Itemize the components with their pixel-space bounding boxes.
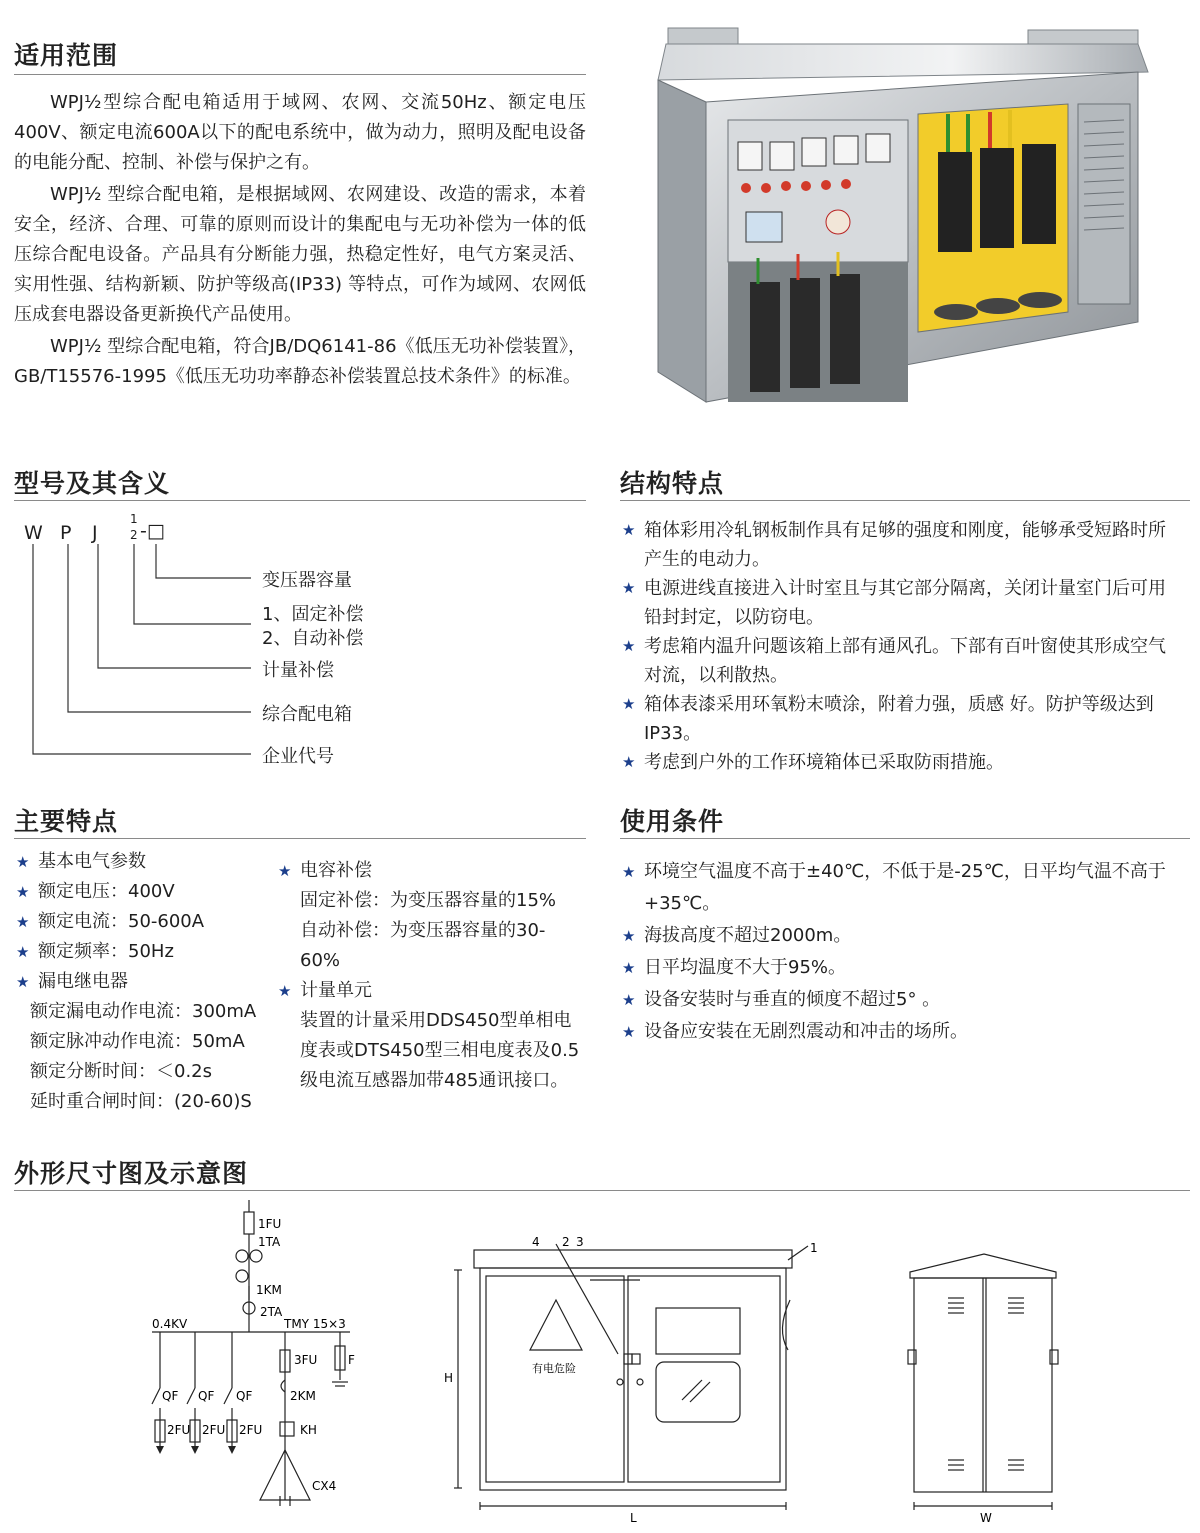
star-icon: ★ — [622, 863, 636, 881]
features-col2 — [278, 856, 582, 1096]
model-letter-p: P — [60, 522, 72, 544]
label-f: F — [348, 1353, 355, 1367]
dimension-w: W — [980, 1511, 992, 1525]
star-icon: ★ — [622, 521, 636, 539]
model-letter-j: J — [92, 522, 98, 544]
star-icon: ★ — [16, 943, 30, 961]
label-qf2: QF — [198, 1389, 215, 1403]
list-item: ★ 箱体表漆采用环氧粉末喷涂，附着力强，质感 好。防护等级达到IP33。 — [622, 690, 1170, 748]
list-item: 额定脉冲动作电流：50mA — [30, 1031, 245, 1052]
list-item: ★ 设备应安装在无剧烈震动和冲击的场所。 — [622, 1016, 1190, 1048]
scope-text — [14, 88, 586, 394]
list-item: 额定漏电动作电流：300mA — [30, 1001, 257, 1022]
label-3fu: 3FU — [294, 1353, 318, 1367]
star-icon: ★ — [622, 959, 636, 977]
scope-title: 适用范围 — [14, 41, 119, 70]
list-item: 固定补偿：为变压器容量的15% — [300, 890, 557, 911]
list-item: ★ 漏电继电器 — [16, 967, 272, 997]
front-label-3: 3 — [576, 1235, 584, 1249]
list-item: ★ 考虑到户外的工作环境箱体已采取防雨措施。 — [622, 748, 1170, 777]
star-icon: ★ — [622, 579, 636, 597]
list-item: 装置的计量采用DDS450型单相电度表或DTS450型三相电度表及0.5级电流互感器加带485通讯接口。 — [300, 1010, 580, 1091]
model-suffix: -□ — [140, 520, 165, 542]
list-item: ★ 基本电气参数 — [16, 847, 272, 877]
drawings-title: 外形尺寸图及示意图 — [14, 1159, 249, 1188]
dimension-h: H — [444, 1371, 454, 1385]
label-2km: 2KM — [290, 1389, 316, 1403]
product-photo — [638, 22, 1158, 420]
star-icon: ★ — [16, 913, 30, 931]
star-icon: ★ — [622, 991, 636, 1009]
drawings-rule — [14, 1190, 1190, 1191]
list-item: ★ 考虑箱内温升问题该箱上部有通风孔。下部有百叶窗使其形成空气对流，以利散热。 — [622, 632, 1170, 690]
star-icon: ★ — [622, 637, 636, 655]
label-kh: KH — [300, 1423, 317, 1437]
circuit-diagram — [140, 1200, 380, 1530]
label-2fu2: 2FU — [202, 1423, 226, 1437]
star-icon: ★ — [16, 883, 30, 901]
label-1ta: 1TA — [258, 1235, 281, 1249]
label-1fu: 1FU — [258, 1217, 282, 1231]
features-col1 — [16, 847, 272, 1117]
dimension-l: L — [630, 1511, 637, 1525]
list-item: ★ 设备安装时与垂直的倾度不超过5° 。 — [622, 984, 1190, 1016]
front-label-2: 2 — [562, 1235, 570, 1249]
list-item: 延时重合闸时间：(20-60)S — [30, 1091, 252, 1112]
star-icon: ★ — [16, 853, 30, 871]
structure-list — [622, 516, 1170, 777]
list-item: ★ 环境空气温度不高于±40℃，不低于是-25℃，日平均气温不高于+35℃。 — [622, 856, 1190, 920]
label-2fu1: 2FU — [167, 1423, 191, 1437]
features-rule — [14, 838, 586, 839]
scope-paragraph-3: WPJ½ 型综合配电箱，符合JB/DQ6141-86《低压无功补偿装置》，GB/T15576-1995《低压无功功率静态补偿装置总技术条件》的标准。 — [14, 336, 586, 387]
scope-paragraph-1: WPJ½型综合配电箱适用于域网、农网、交流50Hz、额定电压400V、额定电流600A以下的配电系统中，做为动力，照明及配电设备的电能分配、控制、补偿与保护之有。 — [14, 92, 586, 173]
label-cx4: CX4 — [312, 1479, 337, 1493]
front-view-drawing — [440, 1230, 820, 1530]
model-title: 型号及其含义 — [14, 469, 171, 498]
model-rule — [14, 500, 586, 501]
warning-label: 有电危险 — [532, 1362, 576, 1375]
label-2ta: 2TA — [260, 1305, 283, 1319]
structure-title: 结构特点 — [620, 469, 725, 498]
list-item: ★ 额定频率：50Hz — [16, 937, 272, 967]
label-tmy: TMY 15×3 — [284, 1317, 346, 1331]
model-label-fixed: 1、固定补偿 — [262, 604, 364, 625]
model-label-capacity: 变压器容量 — [262, 570, 352, 591]
star-icon: ★ — [622, 753, 636, 771]
side-view-drawing — [900, 1250, 1070, 1530]
label-qf1: QF — [162, 1389, 179, 1403]
scope-paragraph-2: WPJ½ 型综合配电箱，是根据域网、农网建设、改造的需求，本着安全，经济、合理、可靠的原则而设计的集配电与无功补偿为一体的低压综合配电设备。产品具有分断能力强，热稳定性好，电气方案灵活、实用性强、结构新颖、防护等级高(IP33) 等特点，可作为域网、农网低压成套电器设备更新换代产品使用。 — [14, 184, 586, 325]
star-icon: ★ — [622, 695, 636, 713]
list-item: ★ 额定电压：400V — [16, 877, 272, 907]
list-item: ★ 电容补偿 — [278, 856, 582, 886]
structure-rule — [620, 500, 1190, 501]
list-item: ★ 额定电流：50-600A — [16, 907, 272, 937]
model-label-box: 综合配电箱 — [262, 704, 352, 725]
star-icon: ★ — [622, 1023, 636, 1041]
front-label-4: 4 — [532, 1235, 540, 1249]
list-item: ★ 日平均温度不大于95%。 — [622, 952, 1190, 984]
star-icon: ★ — [16, 973, 30, 991]
model-label-company: 企业代号 — [262, 746, 334, 767]
model-letter-w: W — [24, 522, 43, 544]
list-item: ★ 计量单元 — [278, 976, 582, 1006]
conditions-title: 使用条件 — [620, 807, 725, 836]
features-title: 主要特点 — [14, 807, 119, 836]
label-2fu3: 2FU — [239, 1423, 263, 1437]
list-item: ★ 海拔高度不超过2000m。 — [622, 920, 1190, 952]
list-item: 额定分断时间：＜0.2s — [30, 1061, 213, 1082]
star-icon: ★ — [622, 927, 636, 945]
list-item: 自动补偿：为变压器容量的30-60% — [300, 920, 546, 971]
model-tree-lines — [16, 540, 266, 760]
conditions-rule — [620, 838, 1190, 839]
model-label-metering: 计量补偿 — [262, 660, 334, 681]
model-label-auto: 2、自动补偿 — [262, 628, 364, 649]
label-bus: 0.4KV — [152, 1317, 188, 1331]
model-sub-2: 2 — [130, 528, 138, 542]
model-sup-1: 1 — [130, 512, 138, 526]
list-item: ★ 电源进线直接进入计时室且与其它部分隔离，关闭计量室门后可用铅封封定，以防窃电。 — [622, 574, 1170, 632]
scope-rule — [14, 74, 586, 75]
front-label-1: 1 — [810, 1241, 818, 1255]
star-icon: ★ — [278, 982, 292, 1000]
conditions-list — [622, 856, 1190, 1048]
label-qf3: QF — [236, 1389, 253, 1403]
star-icon: ★ — [278, 862, 292, 880]
list-item: ★ 箱体彩用冷轧钢板制作具有足够的强度和刚度，能够承受短路时所产生的电动力。 — [622, 516, 1170, 574]
label-1km: 1KM — [256, 1283, 282, 1297]
